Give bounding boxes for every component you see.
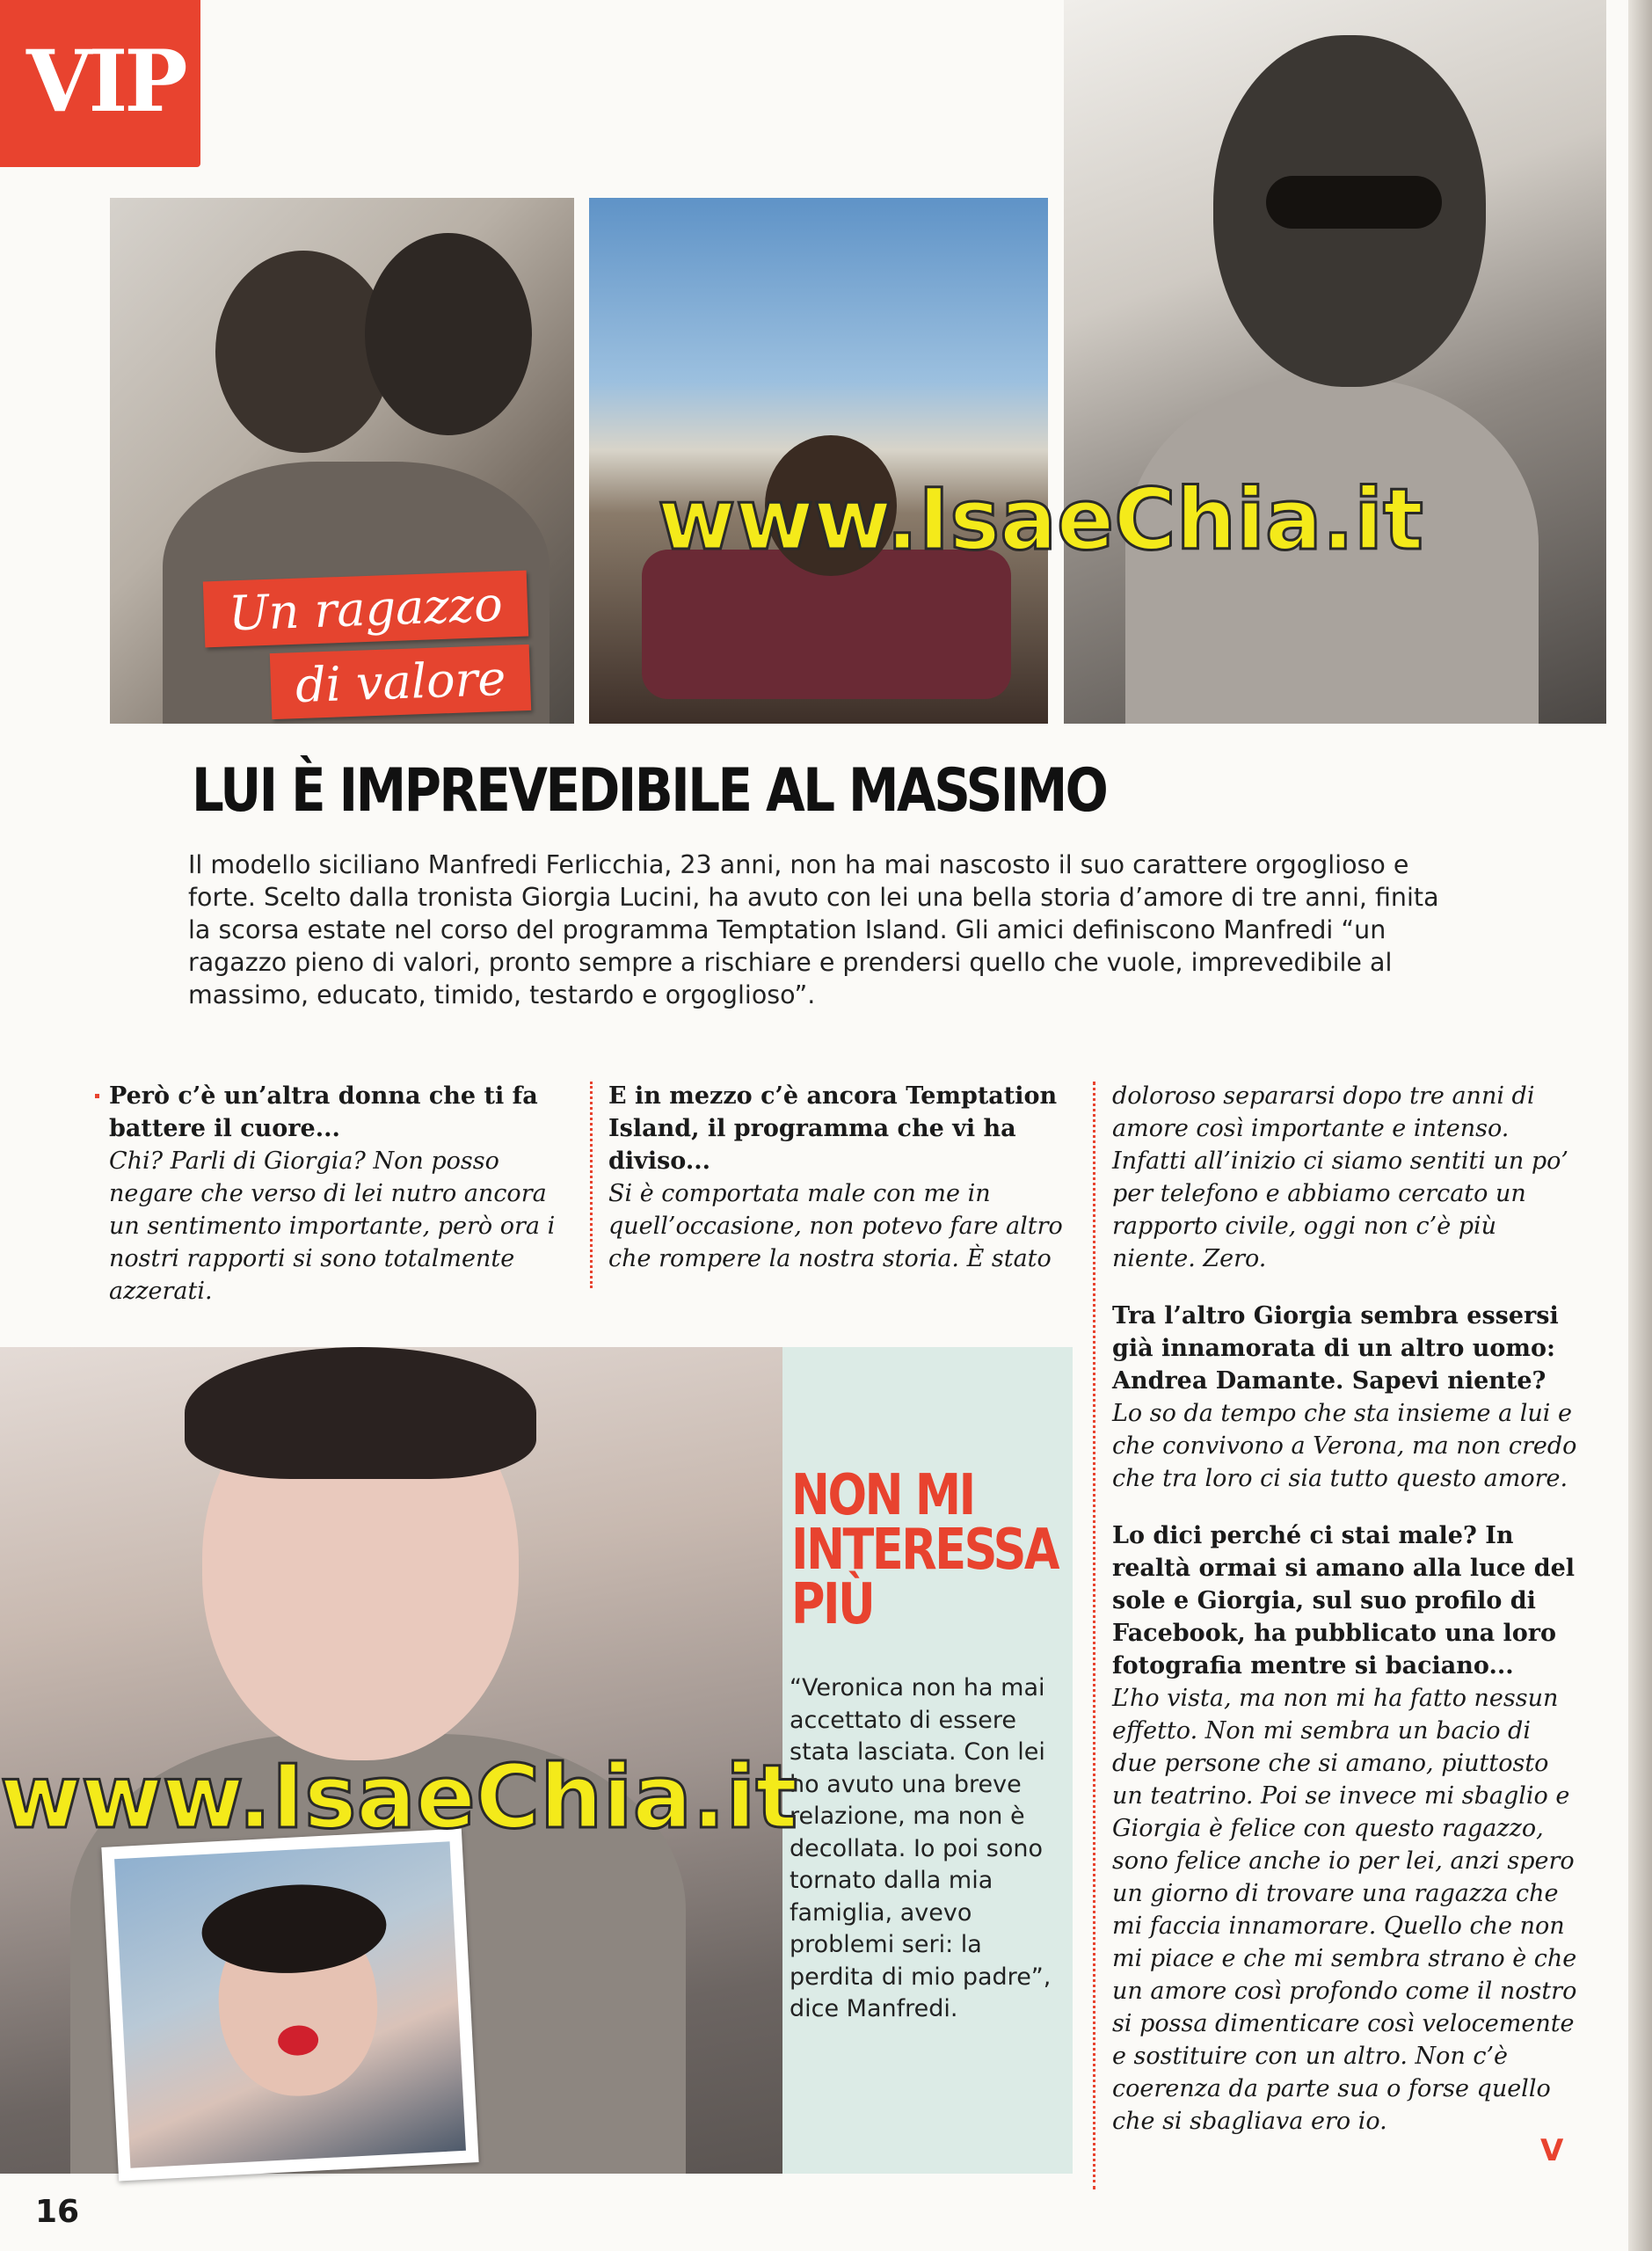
watermark-bottom: www.IsaeChia.it <box>0 1745 798 1848</box>
question-2: E in mezzo c’è ancora Temptation Island, il programma che vi ha diviso... <box>608 1082 1058 1175</box>
man-sunglasses-portrait <box>1064 0 1606 724</box>
article-column-2 <box>608 1080 1070 1275</box>
question-4: Lo dici perché ci stai male? In realtà ormai si amano alla luce del sole e Giorgia, sul suo profilo di Facebook, ha pubblicato una loro fotografia mentre si baciano... <box>1112 1522 1576 1679</box>
intro-paragraph: Il modello siciliano Manfredi Ferlicchia, 23 anni, non ha mai nascosto il suo carattere orgoglioso e forte. Scelto dalla tronista Giorgia Lucini, ha avuto con lei una bella storia d’amore di tre anni, finita la scorsa estate nel corso del programma Temptation Island. Gli amici definiscono Manfredi “un ragazzo pieno di valori, pronto sempre a rischiare e prendersi quello che vuole, imprevedibile al massimo, educato, timido, testardo e orgoglioso”. <box>188 850 1439 1009</box>
column-divider <box>590 1082 593 1288</box>
caption-tag-line2: di valore <box>270 645 532 719</box>
headline: LUI È IMPREVEDIBILE AL MASSIMO <box>192 756 1107 826</box>
end-mark-icon: V <box>1540 2133 1564 2168</box>
sidebar-title-line1: NON MI <box>791 1463 974 1528</box>
page-number: 16 <box>35 2194 80 2230</box>
answer-2: Si è comportata male con me in quell’occasione, non potevo fare altro che rompere la nostra storia. È stato <box>608 1180 1063 1272</box>
bullet-mark <box>95 1094 99 1098</box>
page-edge <box>1628 0 1652 2251</box>
watermark-top: www.IsaeChia.it <box>658 470 1423 569</box>
qa-3 <box>1112 1300 1583 1495</box>
sunglasses-shape <box>1266 176 1442 229</box>
photo-shape <box>185 1347 536 1479</box>
article-column-3 <box>1112 1080 1583 2162</box>
qa-4 <box>1112 1519 1583 2138</box>
column-divider <box>1093 1082 1095 2189</box>
question-1: Però c’è un’altra donna che ti fa battere il cuore... <box>109 1082 538 1142</box>
answer-3: Lo so da tempo che sta insieme a lui e che convivono a Verona, ma non credo che tra loro ci sia tutto questo amore. <box>1112 1400 1577 1492</box>
vip-logo: VIP <box>26 32 185 131</box>
article-column-1 <box>109 1080 566 1308</box>
photo-shape <box>365 233 532 435</box>
selfie-inner <box>114 1841 466 2168</box>
sidebar-title-line3: PIÙ <box>791 1572 874 1637</box>
photo-shape <box>215 251 391 453</box>
woman-selfie-photo <box>101 1829 478 2182</box>
answer-2-continued: doloroso separarsi dopo tre anni di amore così importante e intenso. Infatti all’inizio ci siamo sentiti un po’ per telefono e abbiamo cercato un rapporto civile, oggi non c’è più niente. Zero. <box>1112 1082 1568 1272</box>
man-on-terrace-photo <box>589 198 1048 724</box>
answer-4: L’ho vista, ma non mi ha fatto nessun effetto. Non mi sembra un bacio di due persone che si amano, piuttosto un teatrino. Poi se invece mi sbaglio e Giorgia è felice con questo ragazzo, sono felice anche io per lei, anzi spero un giorno di trovare una ragazza che mi faccia innamorare. Quello che non mi piace e che mi sembra strano è che un amore così profondo come il nostro si possa dimenticare così velocemente e sostituire con un altro. Non c’è coerenza da parte sua o forse quello che si sbagliava ero io. <box>1112 1685 1577 2135</box>
sidebar-title <box>791 1463 1059 1637</box>
caption-tag-line1: Un ragazzo <box>203 571 528 648</box>
sidebar-title-line2: INTERESSA <box>791 1518 1059 1583</box>
answer-1: Chi? Parli di Giorgia? Non posso negare che verso di lei nutro ancora un sentimento importante, però ora i nostri rapporti si sono totalmente azzerati. <box>109 1147 556 1305</box>
question-3: Tra l’altro Giorgia sembra essersi già innamorata di un altro uomo: Andrea Damante. Sapevi niente? <box>1112 1302 1559 1395</box>
sidebar-text: “Veronica non ha mai accettato di essere stata lasciata. Con lei ho avuto una breve relazione, ma non è decollata. Io poi sono tornato dalla mia famiglia, avevo problemi seri: la perdita di mio padre”, dice Manfredi. <box>790 1674 1052 2022</box>
